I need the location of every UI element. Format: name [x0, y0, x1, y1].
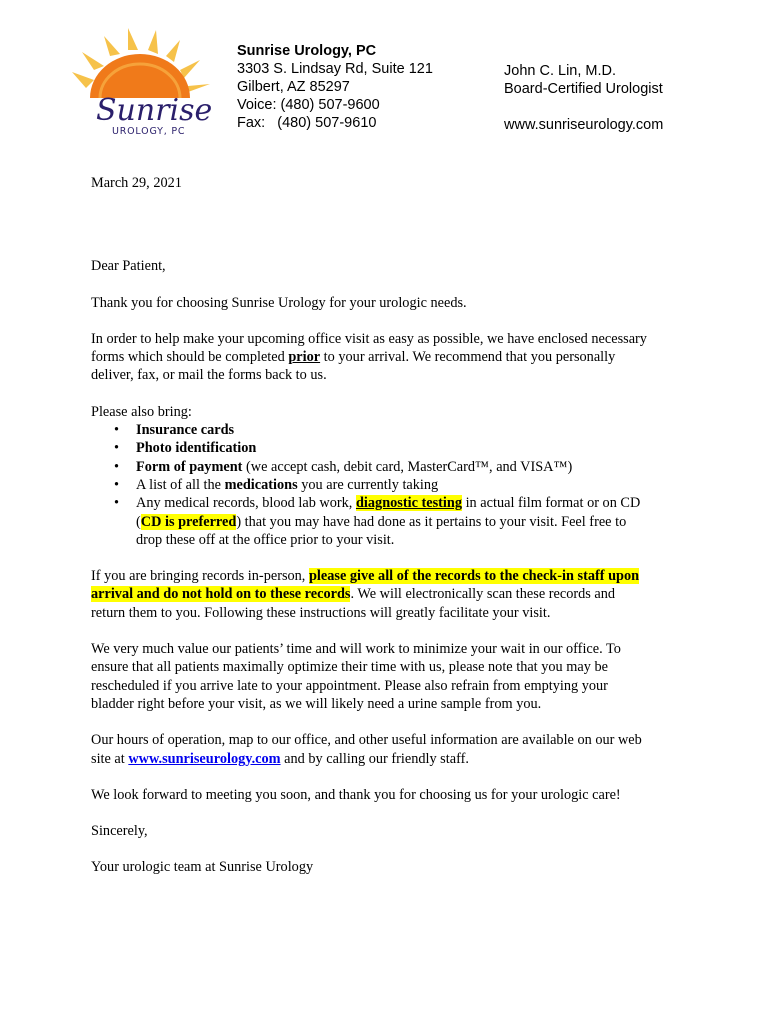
highlight-cd-preferred: CD is preferred	[140, 513, 237, 530]
list-item: • Insurance cards	[114, 422, 235, 439]
list-item: • Form of payment (we accept cash, debit card, MasterCard™, and VISA™)	[114, 458, 573, 475]
list-item: • Any medical records, blood lab work, diagnostic testing in actual film format or on CD (CD is preferred) that you may have had done as it pertains to your visit. Feel free to drop these off at the office prior to your visit.	[114, 495, 641, 548]
list-item: • Photo identification	[114, 440, 257, 457]
doctor-block	[504, 62, 663, 134]
list-item: • A list of all the medications you are currently taking	[114, 476, 439, 493]
highlight-diagnostic-testing: diagnostic testing	[355, 495, 463, 512]
sincerely: Sincerely,	[91, 823, 148, 840]
bullet-icon: •	[114, 440, 120, 457]
highlight-records-instruction: please give all of the records to the check-in staff upon arrival and do not hold on to these records	[91, 568, 640, 603]
website-link[interactable]: www.sunriseurology.com	[128, 750, 281, 767]
letter-date: March 29, 2021	[91, 175, 182, 191]
bullet-icon: •	[114, 458, 120, 475]
prior-emphasis: prior	[288, 349, 321, 366]
hours-paragraph: Our hours of operation, map to our office, and other useful information are available on our web site at www.sunriseurology.com and by calling our friendly staff.	[91, 732, 642, 767]
forms-paragraph: In order to help make your upcoming office visit as easy as possible, we have enclosed necessary forms which should be completed prior to your arrival. We recommend that you personally deliver, fax, or mail the forms back to us.	[91, 330, 647, 384]
doctor-name: John C. Lin, M.D.	[504, 63, 617, 79]
fax-number: Fax: (480) 507-9610	[237, 115, 377, 131]
practice-name: Sunrise Urology, PC	[237, 43, 377, 59]
logo-wordmark: Sunrise	[96, 93, 213, 128]
voice-phone: Voice: (480) 507-9600	[237, 97, 380, 113]
letter-body	[91, 174, 651, 877]
address-line-1: 3303 S. Lindsay Rd, Suite 121	[237, 61, 433, 77]
website-header[interactable]: www.sunriseurology.com	[504, 117, 664, 133]
bullet-icon: •	[114, 422, 120, 439]
sun-half-disc	[90, 54, 190, 98]
sunrise-logo	[70, 28, 230, 138]
signature: Your urologic team at Sunrise Urology	[91, 859, 314, 876]
thanks-paragraph: Thank you for choosing Sunrise Urology for your urologic needs.	[91, 294, 467, 311]
sunrise-logo-graphic	[70, 28, 230, 138]
doctor-title: Board-Certified Urologist	[504, 81, 663, 97]
logo-subtitle: UROLOGY, PC	[112, 126, 186, 137]
salutation: Dear Patient,	[91, 258, 166, 275]
bring-list	[91, 421, 651, 549]
closing-paragraph: We look forward to meeting you soon, and thank you for choosing us for your urologic care!	[91, 786, 621, 803]
practice-address-block	[237, 42, 433, 132]
bullet-icon: •	[114, 476, 120, 493]
address-line-2: Gilbert, AZ 85297	[237, 79, 350, 95]
bullet-icon: •	[114, 495, 120, 512]
wait-time-paragraph: We very much value our patients’ time and will work to minimize your wait in our office. To ensure that all patients maximally optimize their time with us, please note that you may be rescheduled if you arrive late to your appointment. Please also refrain from emptying your bladder right before your visit, as we will likely need a urine sample from you.	[91, 641, 621, 712]
bring-intro: Please also bring:	[91, 403, 192, 420]
records-paragraph: If you are bringing records in-person, please give all of the records to the check-in staff upon arrival and do not hold on to these records. We will electronically scan these records and return them to you. Following these instructions will greatly facilitate your visit.	[91, 568, 640, 621]
